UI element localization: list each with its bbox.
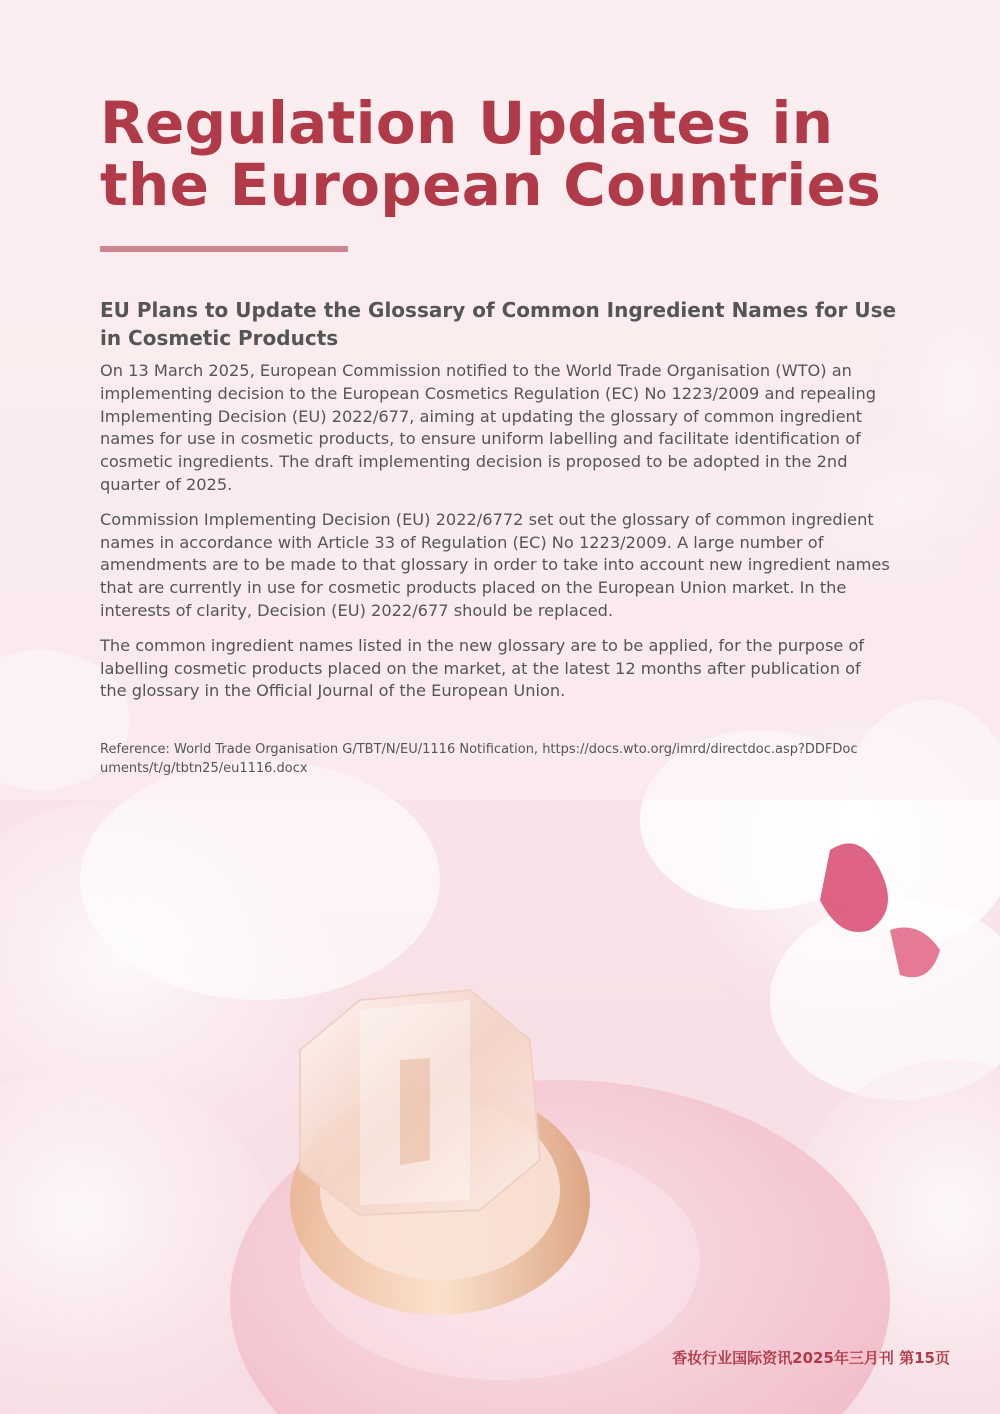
title-divider — [100, 246, 348, 252]
section-heading: EU Plans to Update the Glossary of Common Ingredient Names for Use in Cosmetic Products — [100, 298, 897, 350]
page-title: Regulation Updates in the European Countries — [100, 89, 882, 219]
paragraph-3: The common ingredient names listed in the new glossary are to be applied, for the purpose of labelling cosmetic products placed on the market, at the latest 12 months after publication of the glossary in the Official Journal of the European Union. — [100, 635, 865, 701]
section-body — [100, 360, 890, 715]
paragraph-1: On 13 March 2025, European Commission notified to the World Trade Organisation (WTO) an implementing decision to the European Cosmetics Regulation (EC) No 1223/2009 and repealing Implementing Decision (EU) 2022/677, aiming at updating the glossary of common ingredient names for use in cosmetic products, to ensure uniform labelling and facilitate identification of cosmetic ingredients. The draft implementing decision is proposed to be adopted in the 2nd quarter of 2025. — [100, 361, 877, 494]
paragraph-2: Commission Implementing Decision (EU) 2022/6772 set out the glossary of common ingredient names in accordance with Article 33 of Regulation (EC) No 1223/2009. A large number of amendments are to be made to that glossary in order to take into account new ingredient names that are currently in use for cosmetic products placed on the European Union market. In the interests of clarity, Decision (EU) 2022/677 should be replaced. — [100, 509, 890, 620]
page-footer: 香妆行业国际资讯2025年三月刊 第15页 — [672, 1349, 950, 1367]
reference-note: Reference: World Trade Organisation G/TBT/N/EU/1116 Notification, https://docs.wto.org/imrd/directdoc.asp?DDFDocuments/t/g/tbtn25/eu1116.docx — [100, 742, 858, 776]
